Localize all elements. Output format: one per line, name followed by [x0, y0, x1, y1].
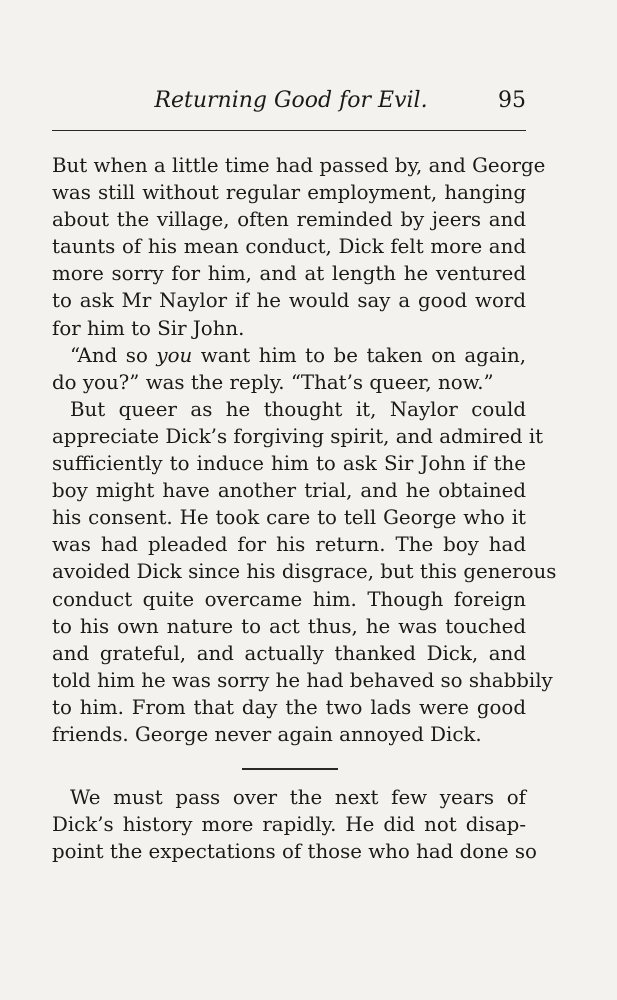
- text-line: sufficiently to induce him to ask Sir John if the: [52, 452, 526, 476]
- section-divider: [242, 768, 338, 770]
- text-line: We must pass over the next few years of: [70, 786, 526, 809]
- text-line: Dick’s history more rapidly. He did not disap-: [52, 813, 526, 837]
- paragraph-2: [52, 342, 526, 396]
- paragraph-1: [52, 152, 546, 342]
- running-title: Returning Good for Evil.: [154, 88, 428, 113]
- text-line: But when a little time had passed by, and George: [52, 154, 546, 177]
- text-line: [52, 342, 526, 369]
- text-line: avoided Dick since his disgrace, but this generous: [52, 560, 557, 584]
- body-text: [52, 152, 557, 748]
- text-line: was still without regular employment, hanging: [52, 181, 526, 205]
- text-line: his consent. He took care to tell George who it: [52, 506, 526, 530]
- text-line: do you?” was the reply. “That’s queer, now.”: [52, 370, 494, 394]
- text-line: friends. George never again annoyed Dick.: [52, 722, 482, 746]
- text-line: boy might have another trial, and he obtained: [52, 479, 526, 503]
- text-line: to his own nature to act thus, he was touched: [52, 614, 526, 638]
- text-line: more sorry for him, and at length he ventured: [52, 262, 526, 286]
- text-line: conduct quite overcame him. Though foreign: [52, 587, 526, 611]
- paragraph-3: [52, 396, 557, 748]
- running-head: [52, 84, 530, 120]
- paragraph-4: [52, 784, 537, 865]
- text-line: for him to Sir John.: [52, 316, 245, 340]
- text-line: told him he was sorry he had behaved so shabbily: [52, 668, 553, 692]
- text-line: and grateful, and actually thanked Dick, and: [52, 641, 526, 665]
- text-line: to ask Mr Naylor if he would say a good word: [52, 289, 526, 313]
- text-run: “And so: [70, 343, 157, 367]
- text-line: point the expectations of those who had done so: [52, 840, 537, 864]
- page-number: 95: [498, 88, 526, 113]
- text-line: taunts of his mean conduct, Dick felt more and: [52, 235, 526, 259]
- text-line: about the village, often reminded by jeers and: [52, 208, 526, 232]
- text-line: appreciate Dick’s forgiving spirit, and admired it: [52, 424, 544, 448]
- emphasis-text: you: [156, 343, 193, 367]
- body-text-continued: [52, 784, 537, 865]
- text-line: to him. From that day the two lads were good: [52, 695, 526, 719]
- text-run: want him to be taken on again,: [192, 343, 526, 367]
- text-line: was had pleaded for his return. The boy had: [52, 533, 526, 557]
- text-line: But queer as he thought it, Naylor could: [70, 397, 526, 421]
- header-rule: [52, 130, 526, 131]
